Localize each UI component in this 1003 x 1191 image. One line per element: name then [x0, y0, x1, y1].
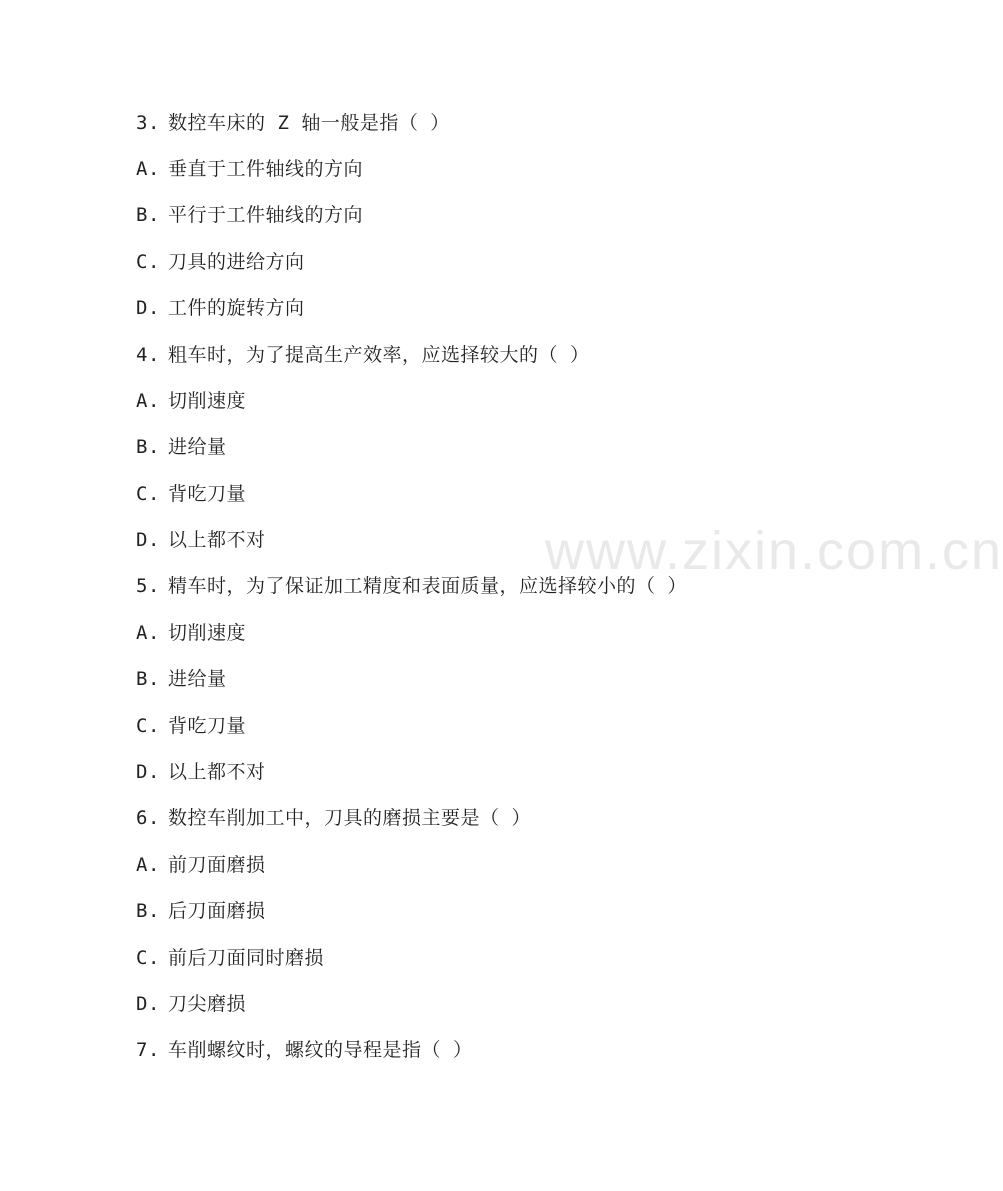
option-label: D. [136, 993, 160, 1015]
option-6b [136, 896, 266, 926]
option-label: B. [136, 436, 160, 458]
option-text: 垂直于工件轴线的方向 [168, 158, 364, 180]
option-label: A. [136, 390, 160, 412]
question-number: 3. [136, 112, 160, 134]
option-label: C. [136, 483, 160, 505]
question-6 [136, 803, 531, 833]
option-6c [136, 943, 324, 973]
option-6d [136, 989, 246, 1019]
option-5a [136, 618, 246, 648]
option-4c [136, 479, 246, 509]
option-text: 背吃刀量 [168, 483, 247, 505]
question-7 [136, 1035, 472, 1065]
option-text: 刀具的进给方向 [168, 251, 305, 273]
question-text: 粗车时，为了提高生产效率，应选择较大的（ ） [168, 344, 590, 366]
option-4b [136, 432, 227, 462]
option-text: 刀尖磨损 [168, 993, 247, 1015]
option-label: B. [136, 668, 160, 690]
option-4d [136, 525, 266, 555]
option-label: D. [136, 529, 160, 551]
question-4 [136, 340, 589, 370]
question-5 [136, 571, 687, 601]
option-label: A. [136, 158, 160, 180]
option-text: 前后刀面同时磨损 [168, 947, 325, 969]
option-text: 切削速度 [168, 622, 247, 644]
option-3d [136, 293, 305, 323]
option-label: A. [136, 854, 160, 876]
question-text: 精车时，为了保证加工精度和表面质量，应选择较小的（ ） [168, 575, 687, 597]
option-5c [136, 711, 246, 741]
option-5d [136, 757, 266, 787]
option-3c [136, 247, 305, 277]
option-4a [136, 386, 246, 416]
option-text: 前刀面磨损 [168, 854, 266, 876]
question-number: 5. [136, 575, 160, 597]
option-5b [136, 664, 227, 694]
option-text: 进给量 [168, 436, 227, 458]
question-3 [136, 108, 450, 138]
option-label: B. [136, 900, 160, 922]
question-text: 车削螺纹时，螺纹的导程是指（ ） [168, 1039, 473, 1061]
question-number: 4. [136, 344, 160, 366]
option-label: B. [136, 204, 160, 226]
option-label: D. [136, 761, 160, 783]
option-label: C. [136, 251, 160, 273]
option-text: 切削速度 [168, 390, 247, 412]
option-label: C. [136, 715, 160, 737]
option-6a [136, 850, 266, 880]
question-text: 数控车削加工中，刀具的磨损主要是（ ） [168, 807, 531, 829]
option-3a [136, 154, 363, 184]
option-3b [136, 200, 363, 230]
watermark: www.zixin.com.cn [545, 521, 1003, 581]
option-text: 以上都不对 [168, 761, 266, 783]
option-label: C. [136, 947, 160, 969]
option-text: 以上都不对 [168, 529, 266, 551]
question-text: 数控车床的 Z 轴一般是指（ ） [168, 112, 450, 134]
option-label: D. [136, 297, 160, 319]
option-text: 进给量 [168, 668, 227, 690]
option-text: 平行于工件轴线的方向 [168, 204, 364, 226]
option-label: A. [136, 622, 160, 644]
question-number: 6. [136, 807, 160, 829]
option-text: 工件的旋转方向 [168, 297, 305, 319]
option-text: 背吃刀量 [168, 715, 247, 737]
option-text: 后刀面磨损 [168, 900, 266, 922]
question-number: 7. [136, 1039, 160, 1061]
